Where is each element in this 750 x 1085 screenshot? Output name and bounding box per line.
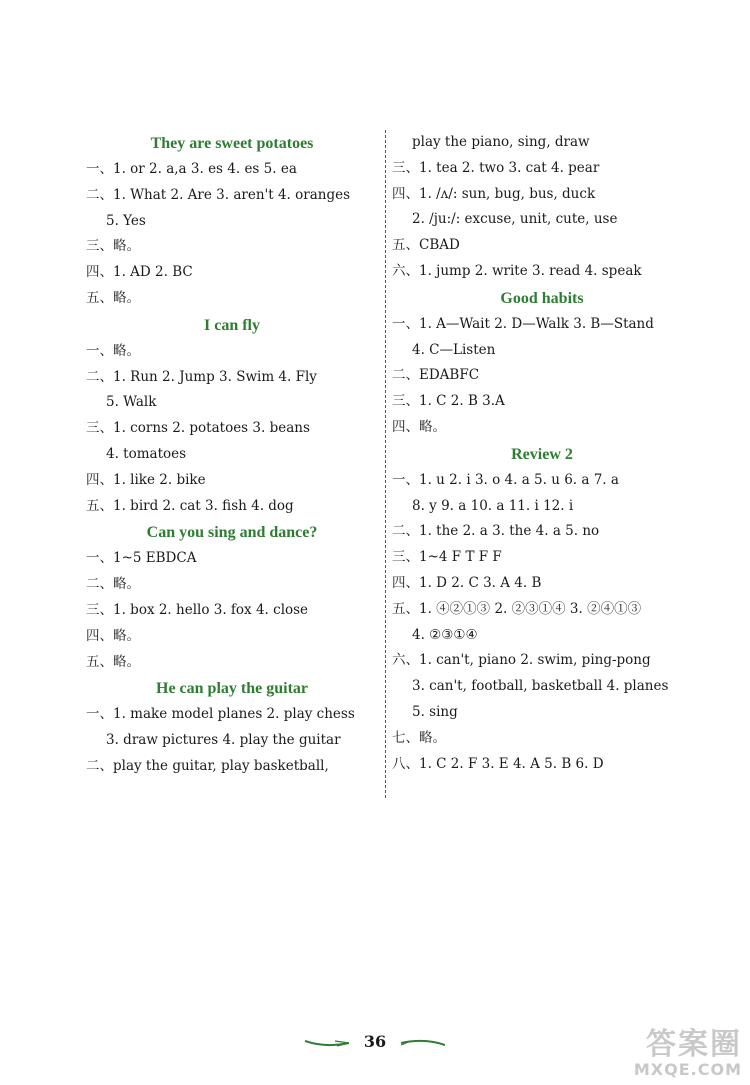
- answer-line: 三、1~4 F T F F: [392, 549, 502, 566]
- answer-line: 三、1. tea 2. two 3. cat 4. pear: [392, 159, 600, 176]
- left-ornament-icon: [305, 1039, 349, 1047]
- section-he-can-play-the-guitar: [86, 675, 378, 779]
- answer-line: 六、1. jump 2. write 3. read 4. speak: [392, 262, 642, 279]
- answer-line: 4. ②③①④: [412, 626, 478, 643]
- answer-line: 二、略。: [86, 576, 140, 593]
- answer-line: 五、1. bird 2. cat 3. fish 4. dog: [86, 497, 294, 514]
- answer-line: 二、play the guitar, play basketball,: [86, 757, 329, 774]
- section-they-are-sweet-potatoes: [86, 130, 378, 312]
- answer-line: 五、1. ④②①③ 2. ②③①④ 3. ②④①③: [392, 600, 642, 617]
- answer-line: 5. Yes: [106, 212, 146, 229]
- answer-line: 8. y 9. a 10. a 11. i 12. i: [412, 497, 574, 514]
- answer-line: 四、略。: [392, 418, 446, 435]
- answer-line: 二、1. Run 2. Jump 3. Swim 4. Fly: [86, 368, 317, 385]
- answer-line: 七、略。: [392, 729, 446, 746]
- answer-line: 四、1. like 2. bike: [86, 471, 206, 488]
- answer-line: 5. sing: [412, 703, 458, 720]
- section-review-2: [392, 441, 692, 778]
- answer-line: 三、1. C 2. B 3.A: [392, 393, 505, 410]
- answer-line: 3. can't, football, basketball 4. planes: [412, 678, 669, 695]
- answer-line: 八、1. C 2. F 3. E 4. A 5. B 6. D: [392, 755, 604, 772]
- answer-line: 一、略。: [86, 342, 140, 359]
- answer-line: 3. draw pictures 4. play the guitar: [106, 732, 341, 749]
- answer-line: 六、1. can't, piano 2. swim, ping-pong: [392, 652, 651, 669]
- answer-line: 5. Walk: [106, 394, 157, 411]
- left-column: [86, 130, 378, 780]
- section-title: Can you sing and dance?: [146, 524, 318, 542]
- answer-line: 一、1. u 2. i 3. o 4. a 5. u 6. a 7. a: [392, 471, 619, 488]
- answer-line: 一、1. make model planes 2. play chess: [86, 706, 355, 723]
- answer-line: 一、1. A—Wait 2. D—Walk 3. B—Stand: [392, 315, 654, 332]
- answer-line: 二、1. the 2. a 3. the 4. a 5. no: [392, 523, 600, 540]
- answer-line: 三、略。: [86, 238, 140, 255]
- answer-line: 4. C—Listen: [412, 341, 496, 358]
- answer-line: 四、略。: [86, 627, 140, 644]
- section-title: Review 2: [511, 445, 573, 463]
- section-good-habits: [392, 285, 692, 441]
- section-can-you-sing-and-dance: [86, 519, 378, 675]
- continued-answers: [392, 130, 692, 285]
- answer-line: 2. /ju:/: excuse, unit, cute, use: [412, 211, 618, 228]
- answer-line: 五、略。: [86, 289, 140, 306]
- answer-line: 二、EDABFC: [392, 367, 480, 384]
- answer-line: 一、1~5 EBDCA: [86, 550, 197, 567]
- column-divider: [385, 130, 386, 798]
- answer-line: play the piano, sing, draw: [412, 134, 590, 150]
- answer-line: 二、1. What 2. Are 3. aren't 4. oranges: [86, 186, 351, 203]
- answer-line: 五、CBAD: [392, 237, 460, 254]
- answer-line: 四、1. AD 2. BC: [86, 264, 193, 281]
- answer-line: 四、1. D 2. C 3. A 4. B: [392, 574, 542, 591]
- section-title: They are sweet potatoes: [150, 135, 314, 152]
- watermark-logo: 答案圈: [646, 1027, 742, 1062]
- section-title: I can fly: [204, 316, 260, 334]
- watermark: [634, 1029, 742, 1079]
- section-title: Good habits: [500, 289, 584, 307]
- answer-line: 一、1. or 2. a,a 3. es 4. es 5. ea: [86, 161, 297, 177]
- section-title: He can play the guitar: [156, 680, 308, 698]
- answer-line: 三、1. corns 2. potatoes 3. beans: [86, 420, 310, 437]
- answer-line: 4. tomatoes: [106, 445, 187, 462]
- section-i-can-fly: [86, 312, 378, 520]
- answer-line: 三、1. box 2. hello 3. fox 4. close: [86, 601, 309, 618]
- watermark-url: MXQE.COM: [633, 1060, 742, 1079]
- page-number: 36: [363, 1032, 387, 1051]
- right-ornament-icon: [401, 1039, 445, 1047]
- right-column: [392, 130, 692, 777]
- answer-line: 四、1. /ʌ/: sun, bug, bus, duck: [392, 185, 596, 202]
- answer-line: 五、略。: [86, 653, 140, 670]
